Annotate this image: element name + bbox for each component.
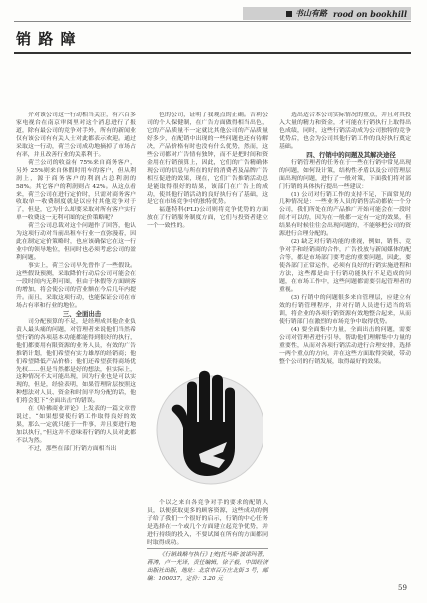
body-paragraph: 行销管理者的任务在于一些在行销中常见出现的问题，如何设计策，结构性矛盾以及公司管理层面出现的问题，进行了一般对策，下面我们将对部门行销的具体执行提出一些建议： [279,159,411,190]
body-paragraph: 在《哈佛商业评论》上发表的一篇文章曾说过，“如果想要使行销工作取得良好的效果，那么一定就只能于一件事，并且要进行地加以执行，”但这并不意味着行销的人员对此都不以为然。 [16,406,136,445]
body-paragraph: (3) 行销中的问题很多来自管理层，应建立有效的行销管理程序，并对行销人员进行适当的培训，将企业的各项行销资源有效地整合起来，从而使行销部门在激烈的市场竞争中取得优势。 [279,294,411,325]
column-2-upper [147,112,268,348]
body-paragraph: (4) 要全面集中力量，全面出击的问题，需要公司对管理者进行引导，帮助他们理解集中力量的重要性，从而对各项行销活动进行合理安排，选择一两个重点的方向，并在这些方面取得突破，带动整个公司的行销发展，取得最好的效果。 [279,326,411,365]
column-header [243,7,411,20]
body-paragraph: 不过，那些在部门行销方面相当出 [28,446,117,453]
book-info-box: 《行销战略与执行》[美]托马斯·波诺玛著，蒋涛，卢一光译，责任编辑，徐子毅，中国经济出版社出版，地址：北京市百万庄北街 3 号，邮编：100037，定价：3.20 元 [147,548,268,583]
body-paragraph: (2) 缺乏对行销功能的重视，例如，销售、竞争对手和经销商的合作，广告投放与新闻媒体的配合等，都是市场部门要考虑的重要问题，因此，要使各部门正常运作，必须有良好的行销实施进程和方法，这些都是由于行销功能执行不足造成的问题，在市场工作中，这些问题都需要引起管理者的重视。 [279,239,411,293]
top-rule [14,21,411,22]
square-bullet-icon [286,11,292,17]
hand-seal-illustration [155,356,263,498]
hand-seal-icon [155,356,263,498]
body-paragraph: 色的公司，证明了我观点的正确。吉利公司的个人保健制，在广告方面做得相当出色，它的产品质量不一定就比其他公司的产品质量好多少，在配销中出现的一些问题也还有待解决，产品价格有时也没有什么优势，然而，这些公司都对广告情有独钟，而不是把时间和资金用在行销预算上，因此，它们的广告精确体现公司的信息与所在的好的消费者及品牌广告相互促进的效果，现在，它们广告推销活动总是能取得很好的结果，该部门在广告上的成功，使其他行销活动的良好执行有了基础，这是它在市场竞争中的独特优势。 [147,112,268,206]
column-name: 书山有路 [295,8,328,18]
body-paragraph: 荷兰公司的收益有 75%来自商务客户，另外 25%则来自休假时用车的客户，但从利润上，源于商务客户的利润占总利润的 58%。其它客户的利润则占 42%。从这点看来，荷兰公司在进行定价时，只需对商务客户收取单一收费制度就是以应付其他竞争对于了，但是，它为什么却要采取对所有客户实行单一收费这一无利可图的定价策略呢？ [16,159,136,222]
body-paragraph: 个以之来自各竞争对手的要求的配销人员，以便获取更多的顾客资源，这些成功的例子给了我们一个很好的启示，行销的中心任务是选择在一个或几个方面建立起竞争优势，并进行持续的投入，不要试图在所有的方面都同时取得成功。 [147,500,268,546]
title-rule [14,52,411,54]
body-paragraph: 福蓬特科(FLI)公司则将竞争优势的方面放在了行销服务制度方面，它们与投资者建立一个一致性的。 [147,207,268,230]
body-paragraph: (1) 公司对行销工作的支持不足，下面常见的几种情况是：一些业务人员的销售活动都依一个分公司，我们所处在的产品推广开始可能会在一段时间才可以的，因为在一般都一定有一定的效果，但结果有时候往往会出现问题的，不能够把公司的资源进行合理分配的。 [279,191,411,238]
body-paragraph: 选出适合本公司实际情况的重点，并且对其投入大量的精力和资金，才可能在行销执行上取得出色成绩，同时，这些行销活动成为公司独特的竞争优势后，也会为公司其他行销工作的良好执行奠定基础。 [279,112,411,150]
column-name-en: rood on bookhill [333,8,407,19]
column-2-lower [147,500,268,583]
column-3 [279,112,411,582]
body-paragraph: 事实上，荷兰公司早先曾作了一些假设。这些假设预测，采取降价行动后公司可能会在一段时间内无利可图，但由于休假等方面顾客的增加，将会使公司的营业额在今后几年内提升。而且，采取这项行动，也能保证公司在市场占有率和行业的地位。 [16,263,136,309]
body-paragraph: 司分配预算的不足，是经理成其他企业负责人最头痛的问题，对管理者来说他们当然希望行销的各项基本功能都能得到很好的执行，他们都要用有限资源的业务人员，有效的广告推销计划，他们希望有实力雄厚的经销商；他们希望降低产品价格；他们还希望获得商场优先权……但是当然都是好的想法，但实际上，这种情况不太可能出现，因为行业也是可以实现的，但是，经验表明，如果管理阶层按照这种想法对人员、资金和时间平均分配的话，他们将会犯下“全面出击”的错误。 [16,318,136,405]
page-number: 59 [398,584,407,592]
body-paragraph: 荷兰公司总裁对这个问题作了回答，他认为这项行动对当前出租车行业一直弥漫着，因此在制定定价策略时，也应该确保它在这一行业中的领导地位，但同时也必须考虑公司的盈利问题。 [16,223,136,262]
body-paragraph: 介对该公司这一行动相当关注，有六百多家电视台在南京审阅里对这个消息进行了报道，除有最公司的竞争对手外，所有的新闻业仅有该公司有有关人士对此都表示欢迎。通过采取这一行动，荷兰公司成功地摘掉了市场占有率，并且改善行业的关系利于。 [16,112,136,158]
column-1 [16,112,136,582]
section-heading: 四、行销中的问题及其解决途径 [306,150,396,159]
article-title: 销 路 障 [16,30,77,48]
section-heading: 三、全面出击 [62,309,102,318]
